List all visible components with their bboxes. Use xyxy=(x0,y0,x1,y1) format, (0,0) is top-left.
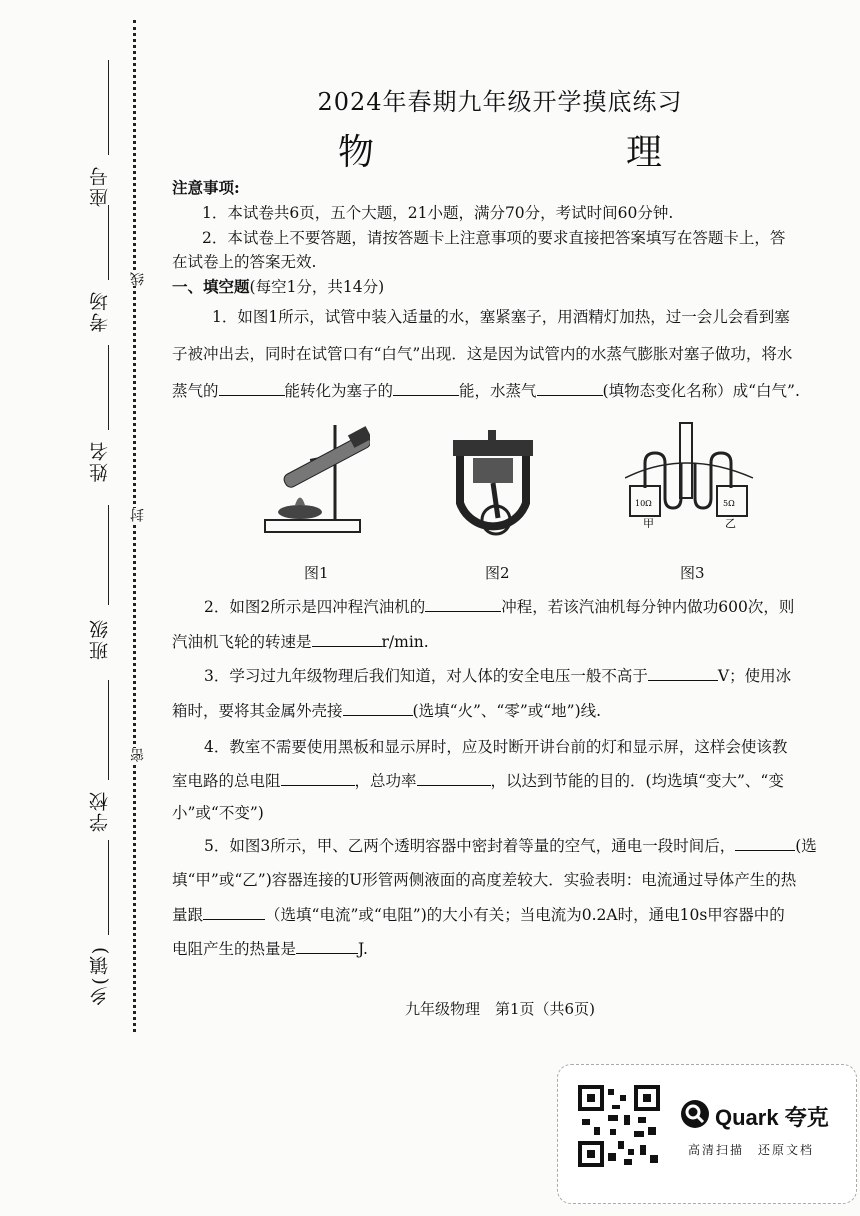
q2-line2: 汽油机飞轮的转速是 r/min. xyxy=(172,633,429,651)
exam-room-blank[interactable] xyxy=(108,205,109,280)
figure-3-caption: 图3 xyxy=(680,564,705,582)
q4-blank-2[interactable] xyxy=(417,771,491,786)
town-label: 乡(镇) xyxy=(89,945,111,1006)
q5-blank-2[interactable] xyxy=(203,905,265,920)
figure-2-caption: 图2 xyxy=(485,564,510,582)
cut-mark-secret: 密 xyxy=(130,748,146,762)
q1-line1: 1．如图1所示，试管中装入适量的水，塞紧塞子，用酒精灯加热，过一会儿会看到塞 xyxy=(212,308,790,326)
q2-blank-2[interactable] xyxy=(312,632,382,647)
exam-subject: 物 理 xyxy=(337,132,722,173)
q4-line1: 4．教室不需要使用黑板和显示屏时，应及时断开讲台前的灯和显示屏，这样会使该教 xyxy=(204,738,788,756)
figure-2-engine xyxy=(448,428,538,553)
q5-line2: 填“甲”或“乙”)容器连接的U形管两侧液面的高度差较大．实验表明：电流通过导体产生的热 xyxy=(172,871,797,889)
q1-line2: 子被冲出去，同时在试管口有“白气”出现．这是因为试管内的水蒸气膨胀对塞子做功，将水 xyxy=(172,345,793,363)
fig3-r2-label: 5Ω xyxy=(723,499,735,508)
q5-blank-1[interactable] xyxy=(735,836,795,851)
quark-brand: Quark 夸克 xyxy=(715,1105,829,1130)
q1-blank-2[interactable] xyxy=(393,381,459,396)
school-blank[interactable] xyxy=(108,680,109,780)
q5-line3: 量跟 （选填“电流”或“电阻”)的大小有关；当电流为0.2A时，通电10s甲容器中的 xyxy=(172,906,785,924)
q5-line1: 5．如图3所示，甲、乙两个透明容器中密封着等量的空气，通电一段时间后， (选 xyxy=(204,837,817,855)
q1-blank-1[interactable] xyxy=(219,381,285,396)
fig3-r1-label: 10Ω xyxy=(635,499,652,508)
q3-line1: 3．学习过九年级物理后我们知道，对人体的安全电压一般不高于 V；使用冰 xyxy=(204,667,792,685)
q4-blank-1[interactable] xyxy=(281,771,355,786)
q4-line2: 室电路的总电阻 ，总功率 ，以达到节能的目的．(均选填“变大”、“变 xyxy=(172,772,784,790)
class-label: 班级 xyxy=(89,618,111,660)
q1-line3: 蒸气的 能转化为塞子的 能，水蒸气 (填物态变化名称）成“白气”. xyxy=(172,382,800,400)
figure-1-caption: 图1 xyxy=(304,564,329,582)
q2-line1: 2．如图2所示是四冲程汽油机的 冲程，若该汽油机每分钟内做功600次，则 xyxy=(204,598,795,616)
note-2: 2．本试卷上不要答题，请按答题卡上注意事项的要求直接把答案填写在答题卡上，答 xyxy=(202,229,786,247)
class-blank[interactable] xyxy=(108,505,109,605)
seat-label: 座号 xyxy=(89,165,111,207)
school-label: 学校 xyxy=(89,790,111,832)
q5-line4: 电阻产生的热量是 J. xyxy=(172,940,368,958)
seat-blank[interactable] xyxy=(108,60,109,155)
cut-mark-seal: 封 xyxy=(130,508,146,522)
exam-title: 2024年春期九年级开学摸底练习 xyxy=(317,88,683,116)
exam-room-label: 考场 xyxy=(89,290,111,332)
fig3-right-label: 乙 xyxy=(725,517,736,528)
figure-1-test-tube xyxy=(250,420,370,540)
note-1: 1．本试卷共6页，五个大题，21小题，满分70分，考试时间60分钟. xyxy=(202,204,674,222)
town-blank[interactable] xyxy=(108,840,109,935)
note-2-cont: 在试卷上的答案无效. xyxy=(172,253,317,271)
cut-mark-line: 线 xyxy=(130,272,146,286)
q3-blank-2[interactable] xyxy=(343,701,413,716)
fig3-left-label: 甲 xyxy=(643,517,654,528)
figure-3-circuit xyxy=(625,418,755,528)
name-label: 姓名 xyxy=(89,440,111,482)
quark-logo-icon xyxy=(680,1099,710,1129)
q5-blank-3[interactable] xyxy=(296,939,358,954)
binding-dotted-line xyxy=(133,20,136,1032)
q4-line3: 小”或“不变”) xyxy=(172,804,264,822)
page-footer: 九年级物理 第1页（共6页) xyxy=(405,1000,595,1018)
name-blank[interactable] xyxy=(108,345,109,430)
section1-heading: 一、填空题(每空1分，共14分) xyxy=(172,277,385,296)
quark-tagline: 高清扫描 还原文档 xyxy=(688,1143,815,1157)
qr-code-icon xyxy=(578,1085,660,1167)
q3-blank-1[interactable] xyxy=(648,666,718,681)
q1-blank-3[interactable] xyxy=(537,381,603,396)
q3-line2: 箱时，要将其金属外壳接 (选填“火”、“零”或“地”)线. xyxy=(172,702,602,720)
notes-heading: 注意事项: xyxy=(172,178,240,197)
quark-watermark xyxy=(557,1064,857,1204)
q2-blank-1[interactable] xyxy=(425,597,501,612)
